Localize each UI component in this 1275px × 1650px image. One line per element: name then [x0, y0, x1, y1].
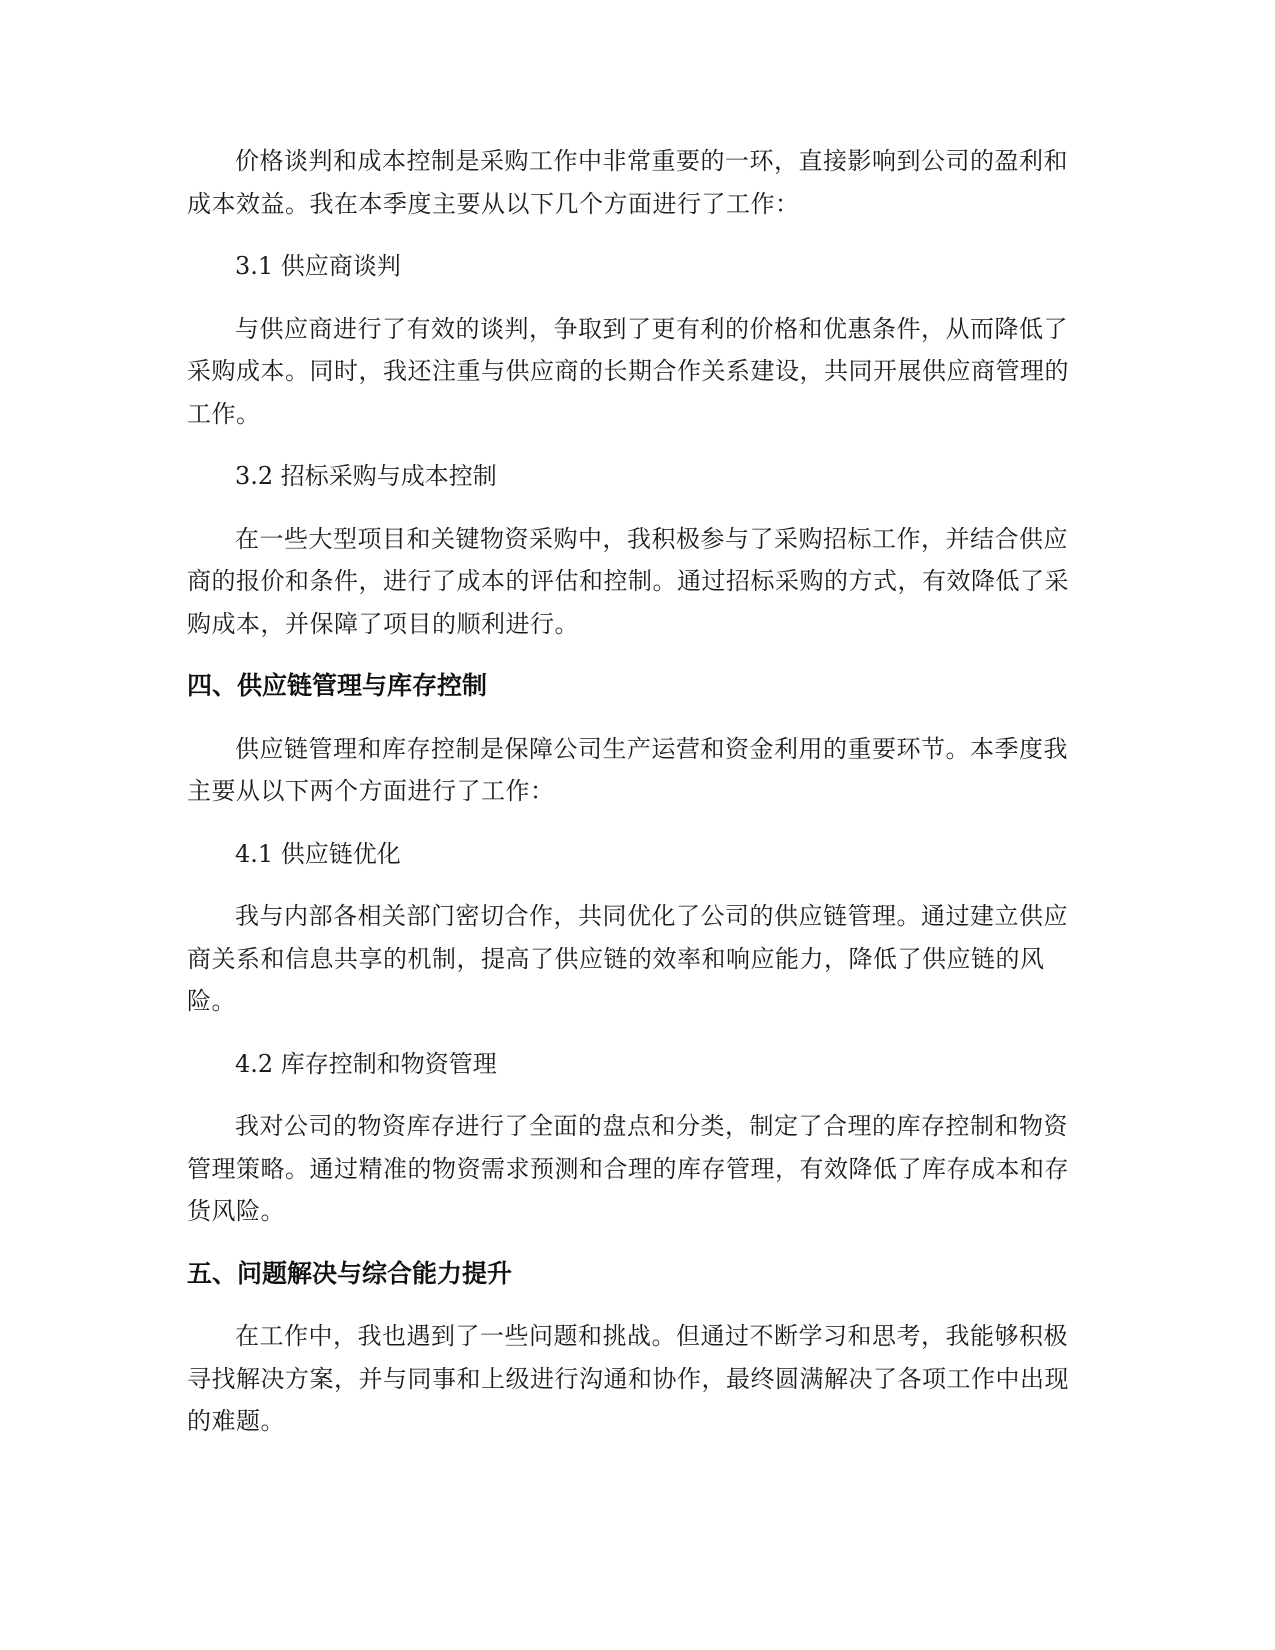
subheading-4-2: 4.2 库存控制和物资管理 [235, 1049, 497, 1078]
paragraph-supply-chain-optimization: 我与内部各相关部门密切合作，共同优化了公司的供应链管理。通过建立供应商关系和信息共享的机制，提高了供应链的效率和响应能力，降低了供应链的风险。 [187, 902, 1068, 1015]
paragraph-supply-chain-intro: 供应链管理和库存控制是保障公司生产运营和资金利用的重要环节。本季度我主要从以下两个方面进行了工作： [187, 734, 1068, 805]
section-heading-4: 四、供应链管理与库存控制 [187, 671, 488, 700]
paragraph-inventory-control: 我对公司的物资库存进行了全面的盘点和分类，制定了合理的库存控制和物资管理策略。通过精准的物资需求预测和合理的库存管理，有效降低了库存成本和存货风险。 [187, 1112, 1069, 1225]
paragraph-price-negotiation-intro: 价格谈判和成本控制是采购工作中非常重要的一环，直接影响到公司的盈利和成本效益。我在本季度主要从以下几个方面进行了工作： [187, 147, 1068, 218]
paragraph-problem-solving: 在工作中，我也遇到了一些问题和挑战。但通过不断学习和思考，我能够积极寻找解决方案，并与同事和上级进行沟通和协作，最终圆满解决了各项工作中出现的难题。 [187, 1322, 1069, 1435]
subheading-3-1: 3.1 供应商谈判 [235, 252, 401, 280]
paragraph-supplier-negotiation: 与供应商进行了有效的谈判，争取到了更有利的价格和优惠条件，从而降低了采购成本。同时，我还注重与供应商的长期合作关系建设，共同开展供应商管理的工作。 [187, 314, 1069, 428]
subheading-4-1: 4.1 供应链优化 [235, 839, 401, 868]
paragraph-tender-procurement: 在一些大型项目和关键物资采购中，我积极参与了采购招标工作，并结合供应商的报价和条件，进行了成本的评估和控制。通过招标采购的方式，有效降低了采购成本，并保障了项目的顺利进行。 [187, 524, 1069, 638]
subheading-3-2: 3.2 招标采购与成本控制 [235, 462, 497, 490]
section-heading-5: 五、问题解决与综合能力提升 [187, 1258, 513, 1288]
document-page [187, 140, 1087, 1463]
